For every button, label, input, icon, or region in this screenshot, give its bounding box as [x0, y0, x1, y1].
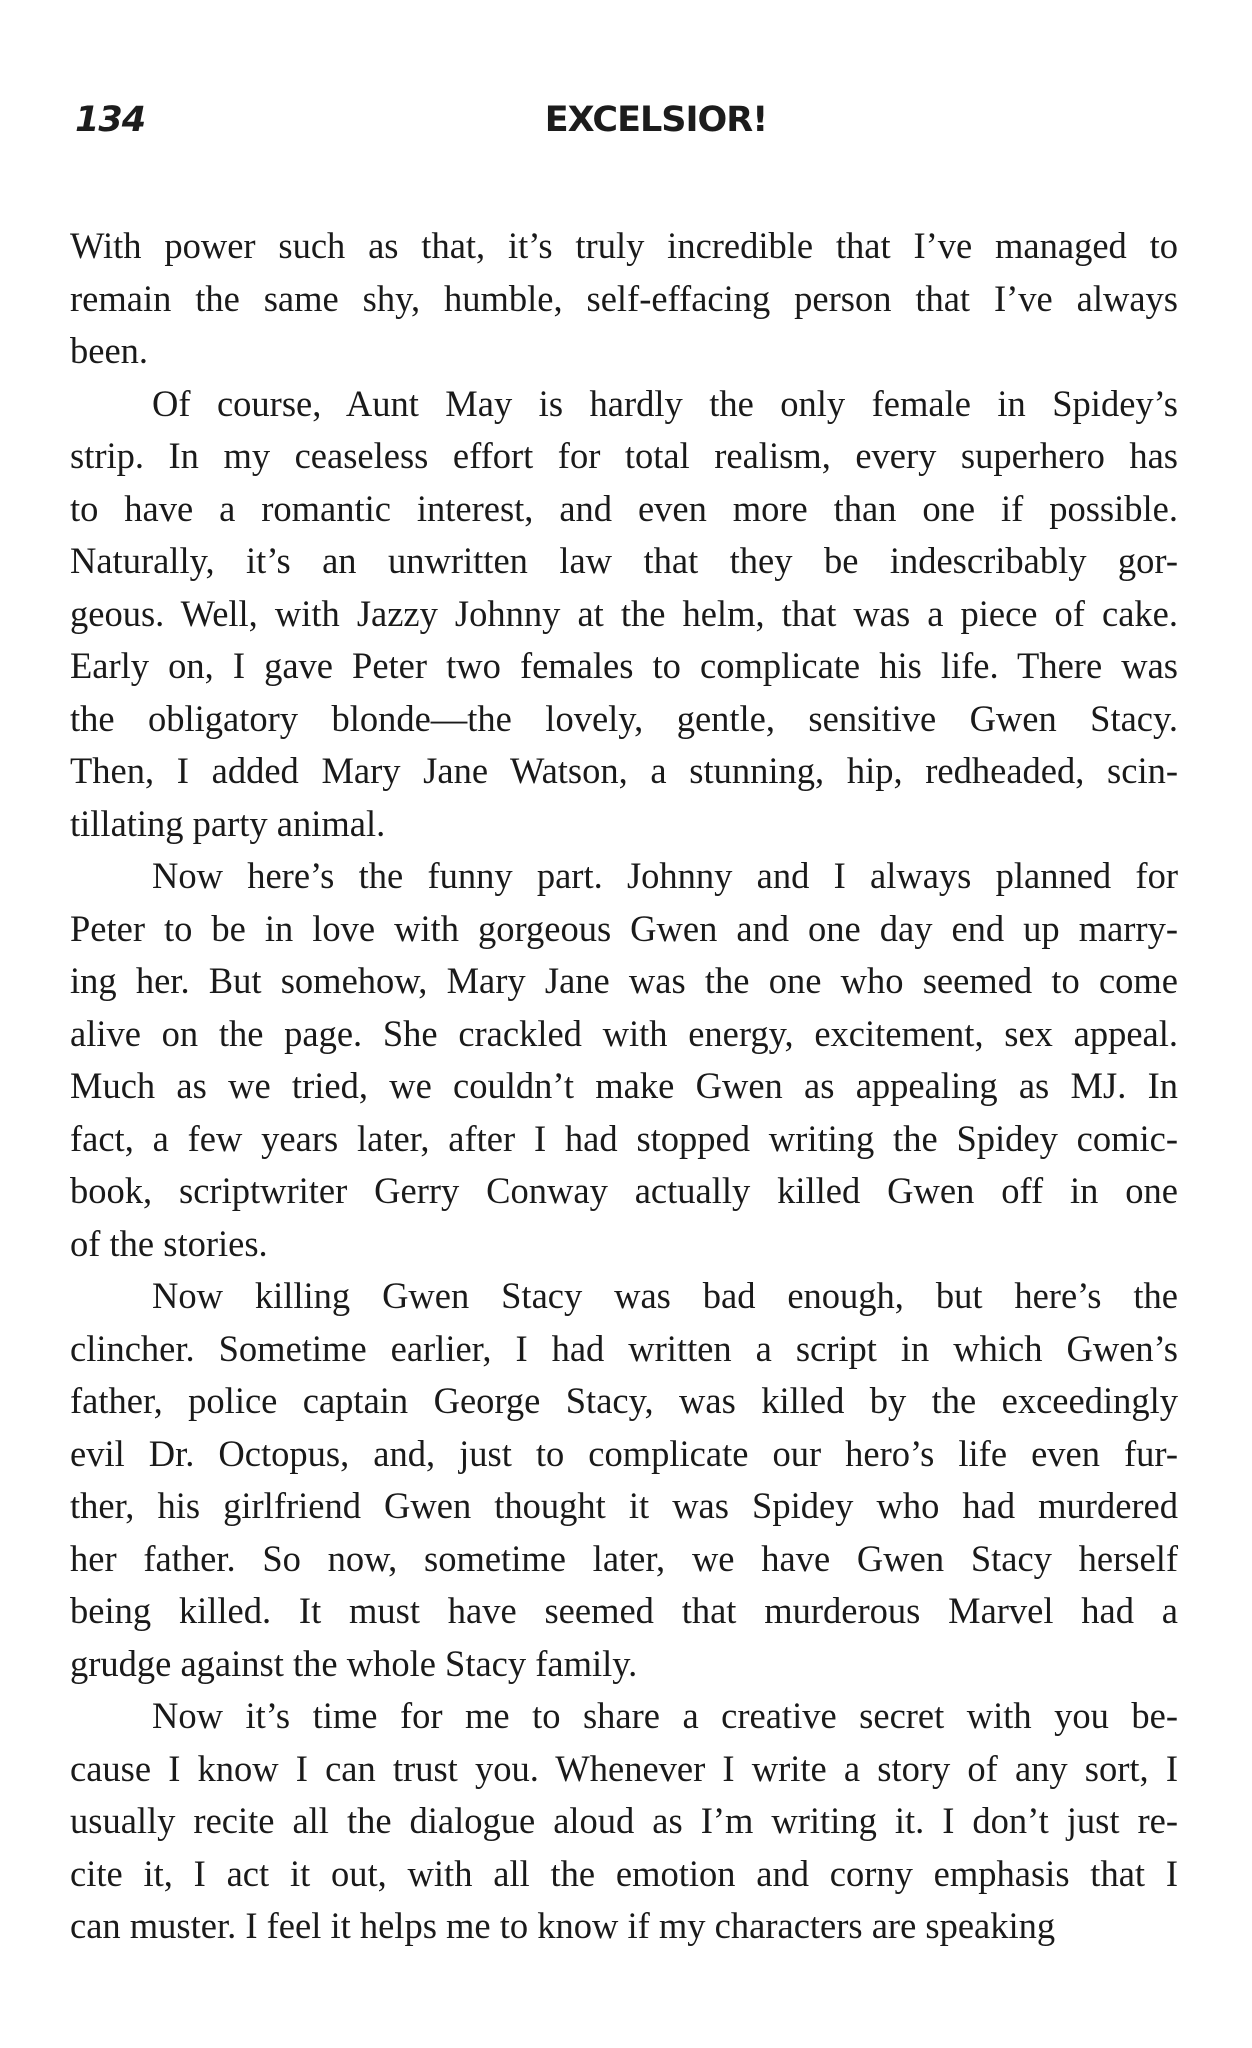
paragraph	[70, 220, 1178, 378]
paragraph	[70, 850, 1178, 1270]
text-line: Naturally, it’s an unwritten law that they be indescribably gor-	[70, 540, 1178, 581]
text-line: ing her. But somehow, Mary Jane was the one who seemed to come	[70, 960, 1178, 1001]
text-line: With power such as that, it’s truly incredible that I’ve managed to	[70, 225, 1178, 266]
paragraph	[70, 1690, 1178, 1953]
text-line: usually recite all the dialogue aloud as I’m writing it. I don’t just re-	[70, 1800, 1178, 1841]
text-line: can muster. I feel it helps me to know if my characters are speaking	[70, 1905, 1056, 1946]
text-line: ther, his girlfriend Gwen thought it was Spidey who had murdered	[70, 1485, 1178, 1526]
text-line: being killed. It must have seemed that murderous Marvel had a	[70, 1590, 1178, 1631]
text-line: cause I know I can trust you. Whenever I write a story of any sort, I	[70, 1747, 1178, 1789]
text-line: geous. Well, with Jazzy Johnny at the helm, that was a piece of cake.	[70, 592, 1178, 634]
text-line: the obligatory blonde—the lovely, gentle, sensitive Gwen Stacy.	[70, 697, 1178, 739]
running-title: EXCELSIOR!	[544, 100, 768, 140]
text-line: strip. In my ceaseless effort for total realism, every superhero has	[70, 435, 1178, 476]
text-line: remain the same shy, humble, self-effacing person that I’ve always	[70, 277, 1178, 319]
text-line: fact, a few years later, after I had stopped writing the Spidey comic-	[70, 1117, 1178, 1159]
text-line: cite it, I act it out, with all the emotion and corny emphasis that I	[70, 1852, 1178, 1894]
page-number: 134	[75, 100, 146, 140]
text-line: been.	[70, 330, 149, 371]
text-line: book, scriptwriter Gerry Conway actually killed Gwen off in one	[70, 1170, 1178, 1211]
text-line: Much as we tried, we couldn’t make Gwen as appealing as MJ. In	[70, 1065, 1178, 1106]
text-line: Now it’s time for me to share a creative secret with you be-	[152, 1695, 1178, 1736]
paragraph	[70, 1270, 1178, 1690]
text-line: Then, I added Mary Jane Watson, a stunning, hip, redheaded, scin-	[70, 750, 1178, 791]
text-line: tillating party animal.	[70, 802, 386, 844]
text-line: clincher. Sometime earlier, I had written a script in which Gwen’s	[70, 1327, 1178, 1369]
running-head	[75, 100, 1177, 160]
text-line: to have a romantic interest, and even more than one if possible.	[70, 487, 1178, 529]
text-line: of the stories.	[70, 1222, 268, 1264]
body-text	[70, 220, 1178, 1953]
text-line: Peter to be in love with gorgeous Gwen and one day end up marry-	[70, 907, 1178, 949]
text-line: alive on the page. She crackled with energy, excitement, sex appeal.	[70, 1012, 1178, 1054]
text-line: grudge against the whole Stacy family.	[70, 1642, 638, 1684]
paragraph	[70, 378, 1178, 851]
text-line: father, police captain George Stacy, was killed by the exceedingly	[70, 1380, 1178, 1421]
text-line: Of course, Aunt May is hardly the only female in Spidey’s	[152, 382, 1178, 424]
text-line: her father. So now, sometime later, we have Gwen Stacy herself	[70, 1537, 1178, 1579]
text-line: Early on, I gave Peter two females to complicate his life. There was	[70, 645, 1178, 686]
text-line: Now here’s the funny part. Johnny and I always planned for	[152, 855, 1178, 896]
text-line: Now killing Gwen Stacy was bad enough, but here’s the	[152, 1275, 1178, 1316]
text-line: evil Dr. Octopus, and, just to complicate our hero’s life even fur-	[70, 1432, 1178, 1474]
